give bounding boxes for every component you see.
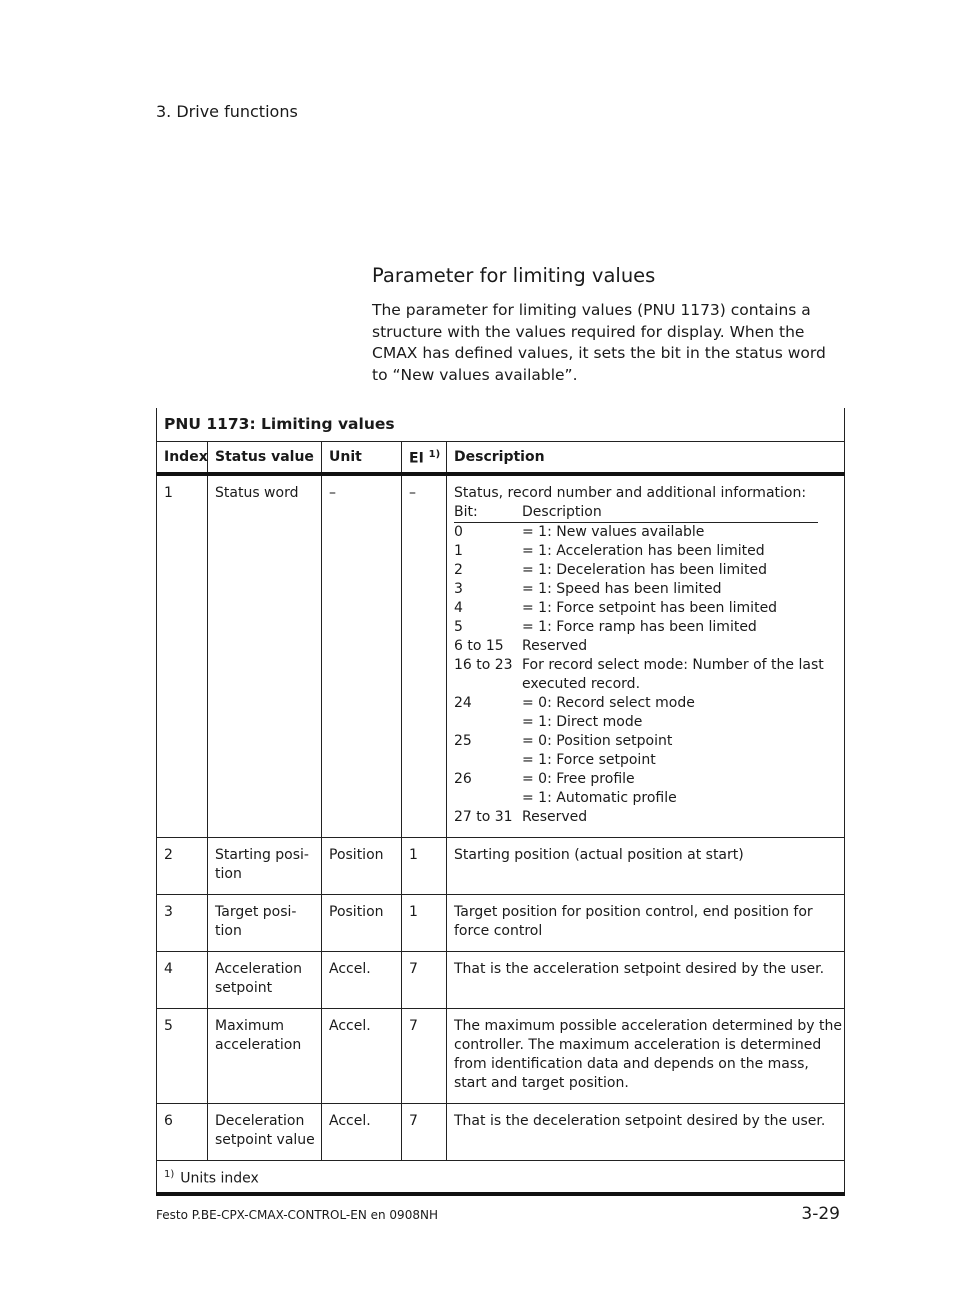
bit-list [454, 503, 844, 827]
bit-list-header [454, 503, 818, 523]
bit-number: 2 [454, 562, 463, 578]
bit-line [454, 751, 844, 770]
cell-ei: 7 [402, 1009, 447, 1104]
bit-description: For record select mode: Number of the last [522, 657, 824, 673]
table-row [157, 1104, 845, 1161]
bit-line [454, 561, 844, 580]
table-header-row [157, 442, 845, 475]
bit-line [454, 656, 844, 675]
status-value-line: tion [215, 923, 242, 939]
bit-line [454, 523, 844, 542]
page-number: 3-29 [801, 1204, 840, 1224]
bit-number: 4 [454, 600, 463, 616]
bit-number [454, 675, 522, 694]
limiting-values-table [156, 408, 845, 1196]
description-text: Starting position (actual position at start) [454, 847, 744, 863]
bit-number: 26 [454, 771, 472, 787]
bit-line [454, 713, 844, 732]
cell-unit: Accel. [322, 1104, 402, 1161]
bit-line [454, 770, 844, 789]
bit-line [454, 542, 844, 561]
cell-description [447, 474, 845, 838]
bit-description: = 1: Force setpoint [522, 752, 656, 768]
chapter-heading: 3. Drive functions [156, 102, 298, 121]
bit-description: Reserved [522, 638, 588, 654]
header-ei-footnote: 1) [428, 449, 441, 461]
bit-number: 6 to 15 [454, 638, 504, 654]
cell-status-value [208, 1009, 322, 1104]
bit-line [454, 694, 844, 713]
bit-line [454, 599, 844, 618]
bit-line [454, 580, 844, 599]
header-unit: Unit [322, 442, 402, 475]
header-description: Description [447, 442, 845, 475]
cell-status-value [208, 952, 322, 1009]
status-value-line: setpoint [215, 980, 273, 996]
bit-number: 24 [454, 695, 472, 711]
bit-description: = 1: Force setpoint has been limited [522, 600, 778, 616]
bit-number: 0 [454, 524, 463, 540]
bit-number: 27 to 31 [454, 809, 513, 825]
cell-status-value [208, 838, 322, 895]
status-value-line: tion [215, 866, 242, 882]
cell-index: 2 [157, 838, 208, 895]
status-value-line: Acceleration [215, 961, 302, 977]
cell-description [447, 838, 845, 895]
footnote-text: Units index [180, 1170, 259, 1187]
header-ei [402, 442, 447, 475]
bit-number: 1 [454, 543, 463, 559]
header-index: Index [157, 442, 208, 475]
bit-description: = 0: Free profile [522, 771, 635, 787]
cell-description [447, 1104, 845, 1161]
status-value-line: Starting posi- [215, 847, 309, 863]
cell-ei: 7 [402, 1104, 447, 1161]
bit-line [454, 618, 844, 637]
cell-unit: Accel. [322, 1009, 402, 1104]
table-row [157, 952, 845, 1009]
bit-header-label: Bit: [454, 504, 478, 520]
table-footnote-row [157, 1161, 845, 1195]
footnote-mark: 1) [164, 1168, 175, 1180]
bit-number: 25 [454, 733, 472, 749]
description-text: That is the acceleration setpoint desired by the user. [454, 961, 825, 977]
bit-description: = 1: New values available [522, 524, 705, 540]
bit-line [454, 675, 844, 694]
status-value-line: Target posi- [215, 904, 297, 920]
status-value-line: Deceleration [215, 1113, 305, 1129]
description-text: Target position for position control, end position for force control [454, 904, 813, 939]
cell-ei: 1 [402, 895, 447, 952]
table-row [157, 474, 845, 838]
bit-number [454, 751, 522, 770]
table-row [157, 838, 845, 895]
bit-description: = 1: Force ramp has been limited [522, 619, 757, 635]
bit-line [454, 732, 844, 751]
bit-description: = 1: Acceleration has been limited [522, 543, 765, 559]
cell-ei: – [402, 474, 447, 838]
cell-unit: – [322, 474, 402, 838]
cell-index: 3 [157, 895, 208, 952]
description-text: That is the deceleration setpoint desired by the user. [454, 1113, 826, 1129]
status-value-line: acceleration [215, 1037, 302, 1053]
intro-paragraph: The parameter for limiting values (PNU 1173) contains a structure with the values required for display. When the CMAX has defined values, it sets the bit in the status word to “New values available”. [372, 301, 826, 385]
cell-unit: Position [322, 838, 402, 895]
cell-status-value [208, 895, 322, 952]
table-footnote [157, 1161, 845, 1195]
table-row [157, 895, 845, 952]
footer-document-id: Festo P.BE-CPX-CMAX-CONTROL-EN en 0908NH [156, 1208, 438, 1222]
description-text: Status, record number and additional information: [454, 485, 807, 501]
cell-status-value [208, 1104, 322, 1161]
cell-description [447, 1009, 845, 1104]
cell-status-value [208, 474, 322, 838]
bit-description: = 0: Record select mode [522, 695, 695, 711]
cell-unit: Position [322, 895, 402, 952]
cell-unit: Accel. [322, 952, 402, 1009]
cell-description [447, 952, 845, 1009]
table-title-row [157, 408, 845, 442]
status-value-line: setpoint value [215, 1132, 315, 1148]
bit-description: = 1: Direct mode [522, 714, 643, 730]
header-status-value: Status value [208, 442, 322, 475]
table-title: PNU 1173: Limiting values [157, 408, 845, 442]
header-ei-label: EI [409, 450, 424, 467]
bit-header-desc: Description [522, 504, 602, 520]
cell-index: 1 [157, 474, 208, 838]
bit-number: 5 [454, 619, 463, 635]
bit-number [454, 713, 522, 732]
section-title: Parameter for limiting values [372, 264, 656, 287]
bit-description: = 1: Automatic profile [522, 790, 677, 806]
bit-line [454, 789, 844, 808]
bit-description: = 0: Position setpoint [522, 733, 673, 749]
table-row [157, 1009, 845, 1104]
bit-line [454, 808, 844, 827]
cell-description [447, 895, 845, 952]
cell-ei: 1 [402, 838, 447, 895]
status-value-line: Maximum [215, 1018, 284, 1034]
bit-number [454, 789, 522, 808]
status-value-line: Status word [215, 485, 299, 501]
bit-description: = 1: Deceleration has been limited [522, 562, 767, 578]
table-body [157, 474, 845, 1161]
cell-index: 6 [157, 1104, 208, 1161]
description-text: The maximum possible acceleration determined by the controller. The maximum acceleration is determined from identification data and depends on the mass, start and target position. [454, 1018, 843, 1091]
bit-number: 16 to 23 [454, 657, 513, 673]
bit-description: Reserved [522, 809, 588, 825]
bit-number: 3 [454, 581, 463, 597]
cell-index: 4 [157, 952, 208, 1009]
cell-index: 5 [157, 1009, 208, 1104]
bit-description: = 1: Speed has been limited [522, 581, 722, 597]
bit-description: executed record. [522, 676, 641, 692]
bit-line [454, 637, 844, 656]
cell-ei: 7 [402, 952, 447, 1009]
